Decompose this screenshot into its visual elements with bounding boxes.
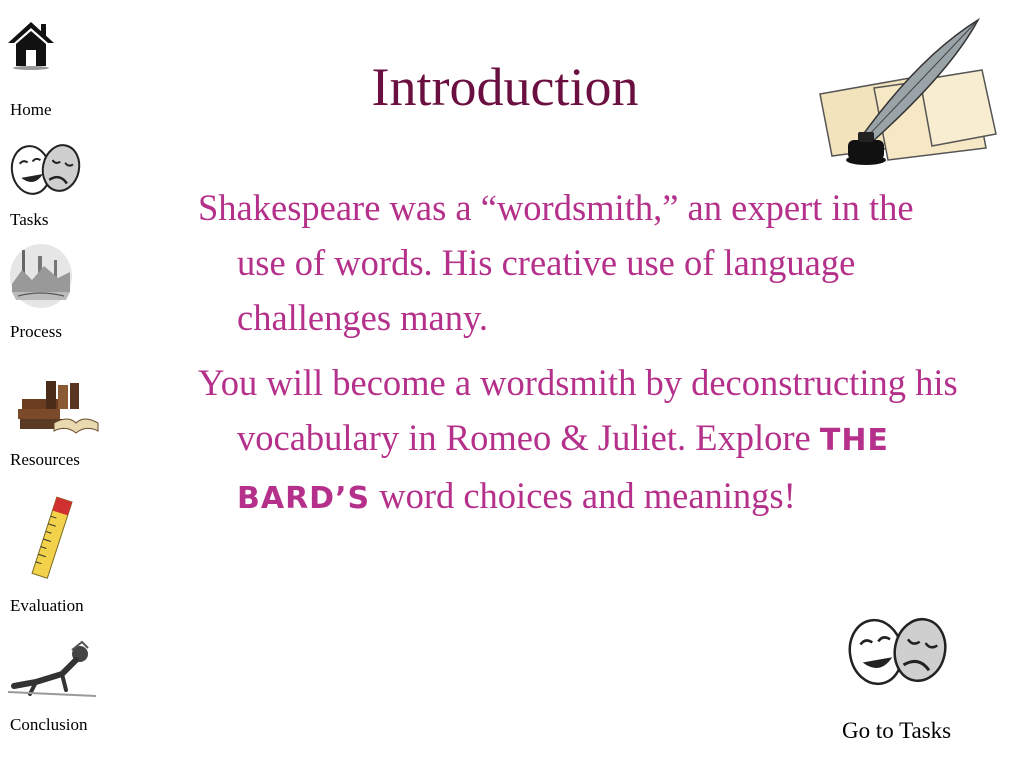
paragraph-2-text: You will become a wordsmith by deconstructing his vocabulary in Romeo & Juliet. Explore bbox=[198, 362, 958, 458]
nav-process[interactable] bbox=[0, 240, 120, 345]
books-icon[interactable] bbox=[16, 375, 100, 437]
quill-inkwell-icon bbox=[800, 14, 1000, 169]
nav-evaluation-label[interactable]: Evaluation bbox=[10, 596, 84, 615]
theater-masks-icon[interactable] bbox=[842, 612, 954, 692]
house-icon[interactable] bbox=[6, 18, 56, 70]
measuring-tape-icon[interactable] bbox=[26, 496, 80, 580]
nav-conclusion-label[interactable]: Conclusion bbox=[10, 715, 88, 734]
go-to-tasks-label[interactable]: Go to Tasks bbox=[842, 718, 952, 743]
the-bards-emphasis: THE BARD’S bbox=[237, 423, 889, 516]
nav-resources-label[interactable]: Resources bbox=[10, 450, 80, 469]
reclining-figure-icon[interactable] bbox=[6, 640, 98, 702]
nav-resources[interactable] bbox=[0, 375, 120, 475]
nav-evaluation[interactable] bbox=[0, 496, 120, 621]
intro-paragraph-1: Shakespeare was a “wordsmith,” an expert in the use of words. His creative use of language challenges many. bbox=[198, 187, 914, 338]
page-title: Introduction bbox=[371, 57, 639, 117]
go-to-tasks-link[interactable] bbox=[830, 612, 980, 752]
sidebar-nav bbox=[0, 0, 120, 768]
nav-home[interactable] bbox=[0, 18, 120, 123]
nav-process-label[interactable]: Process bbox=[10, 322, 62, 341]
nav-conclusion[interactable] bbox=[0, 640, 120, 740]
nav-tasks-label[interactable]: Tasks bbox=[10, 210, 49, 229]
theater-masks-icon[interactable] bbox=[6, 140, 86, 200]
intro-paragraph-2 bbox=[198, 355, 958, 526]
paragraph-2-ending: word choices and meanings! bbox=[370, 475, 796, 516]
nav-tasks[interactable] bbox=[0, 140, 120, 235]
nav-home-label[interactable]: Home bbox=[10, 100, 52, 119]
intro-text bbox=[198, 180, 958, 536]
city-engraving-icon[interactable] bbox=[8, 240, 74, 310]
